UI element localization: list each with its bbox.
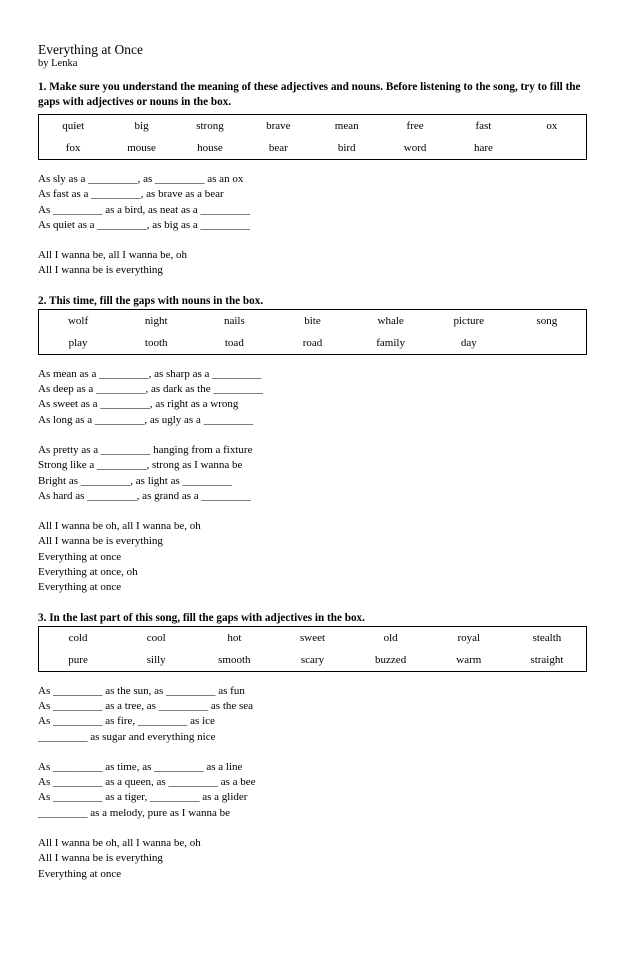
lyric-line: As _________ as the sun, as _________ as fun	[38, 684, 245, 697]
word-cell: family	[376, 336, 405, 349]
word-cell: play	[68, 336, 88, 349]
lyric-line: All I wanna be, all I wanna be, oh	[38, 249, 188, 262]
lyric-line: Everything at once, oh	[38, 566, 138, 579]
word-cell: wolf	[67, 314, 89, 327]
word-cell: stealth	[532, 631, 562, 644]
word-cell: tooth	[144, 336, 168, 349]
lyric-line: As mean as a _________, as sharp as a _________	[38, 367, 262, 380]
lyric-line: Bright as _________, as light as _________	[38, 474, 233, 487]
word-cell	[518, 137, 586, 159]
word-cell: bird	[337, 142, 356, 154]
word-cell: day	[460, 336, 477, 349]
lyric-line: As long as a _________, as ugly as a _________	[38, 413, 254, 426]
word-row	[39, 627, 586, 649]
section3-chorus	[38, 836, 600, 882]
lyric-line: As quiet as a _________, as big as a _________	[38, 218, 251, 231]
section2-instruction: 2. This time, fill the gaps with nouns in the box.	[38, 294, 264, 307]
word-cell: brave	[266, 120, 291, 132]
word-cell: quiet	[62, 120, 85, 132]
word-cell: strong	[196, 120, 224, 132]
lyric-line: All I wanna be is everything	[38, 264, 163, 277]
lyric-line: _________ as sugar and everything nice	[38, 730, 216, 743]
section1-word-box	[38, 114, 587, 160]
lyric-line: Everything at once	[38, 550, 122, 563]
word-cell: toad	[224, 336, 244, 349]
lyric-line: As sly as a _________, as _________ as an ox	[38, 173, 244, 185]
word-cell: free	[406, 120, 424, 132]
word-cell: silly	[146, 653, 166, 666]
word-cell: bear	[268, 142, 288, 154]
lyric-line: As _________ as time, as _________ as a line	[38, 760, 243, 773]
lyric-line: All I wanna be oh, all I wanna be, oh	[38, 520, 201, 533]
word-cell: sweet	[299, 631, 326, 644]
word-row	[39, 115, 586, 137]
author-line: by Lenka	[38, 58, 78, 69]
lyric-line: Everything at once	[38, 581, 122, 594]
word-cell: bite	[304, 314, 321, 327]
word-cell: big	[134, 120, 149, 132]
lyric-line: Strong like a _________, strong as I wanna be	[38, 459, 243, 472]
word-cell: cold	[68, 631, 88, 644]
section1-stanza1	[38, 172, 600, 233]
word-cell: fast	[475, 120, 492, 132]
page-title: Everything at Once	[38, 42, 143, 57]
section3-word-table	[39, 627, 586, 671]
lyric-line: All I wanna be is everything	[38, 852, 163, 865]
word-cell: royal	[457, 631, 481, 644]
section3-stanza1	[38, 684, 600, 745]
section1-chorus	[38, 248, 600, 279]
word-cell: whale	[377, 314, 404, 327]
lyric-line: As _________ as a queen, as _________ as a bee	[38, 776, 256, 789]
word-row	[39, 332, 586, 354]
lyric-line: As hard as _________, as grand as a _________	[38, 489, 251, 502]
word-cell: mean	[334, 120, 359, 132]
word-row	[39, 310, 586, 332]
word-cell: scary	[300, 653, 325, 666]
word-row	[39, 649, 586, 671]
word-cell: warm	[456, 653, 482, 666]
word-cell: cool	[146, 631, 166, 644]
word-cell: road	[302, 336, 323, 349]
word-cell: ox	[546, 120, 558, 132]
section3-word-box	[38, 626, 587, 672]
section1-instruction: 1. Make sure you understand the meaning of these adjectives and nouns. Before listening to the song, try to fill the gaps with adjectives or nouns in the box.	[38, 81, 581, 108]
word-cell: pure	[68, 653, 88, 666]
section3-stanza2	[38, 760, 600, 821]
word-cell: buzzed	[375, 653, 407, 666]
worksheet-page	[38, 42, 600, 897]
lyric-line: As _________ as fire, _________ as ice	[38, 715, 215, 728]
word-cell: song	[536, 314, 558, 327]
word-cell: smooth	[218, 653, 251, 666]
word-cell: house	[197, 142, 223, 154]
word-cell: nails	[223, 314, 245, 327]
lyric-line: As _________ as a tiger, _________ as a glider	[38, 791, 248, 804]
lyric-line: As fast as a _________, as brave as a bear	[38, 188, 224, 201]
section2-stanza1	[38, 367, 600, 428]
section2-word-table	[39, 310, 586, 354]
word-cell: old	[383, 631, 398, 644]
word-row	[39, 137, 586, 159]
word-cell	[508, 332, 586, 354]
word-cell: word	[403, 142, 427, 154]
word-cell: fox	[65, 142, 81, 154]
lyric-line: All I wanna be is everything	[38, 535, 163, 548]
lyric-line: As sweet as a _________, as right as a wrong	[38, 398, 239, 411]
lyric-line: As pretty as a _________ hanging from a fixture	[38, 443, 253, 456]
lyric-line: Everything at once	[38, 867, 122, 880]
word-cell: picture	[453, 314, 485, 327]
section3-instruction: 3. In the last part of this song, fill the gaps with adjectives in the box.	[38, 611, 365, 624]
lyric-line: _________ as a melody, pure as I wanna be	[38, 806, 231, 819]
section2-stanza2	[38, 443, 600, 504]
section2-chorus	[38, 519, 600, 595]
word-cell: hare	[473, 142, 493, 154]
lyric-line: As _________ as a bird, as neat as a _________	[38, 203, 251, 216]
section2-word-box	[38, 309, 587, 355]
section1-word-table	[39, 115, 586, 159]
word-cell: mouse	[127, 142, 156, 154]
lyric-line: As _________ as a tree, as _________ as the sea	[38, 699, 254, 712]
lyric-line: As deep as a _________, as dark as the _________	[38, 383, 263, 396]
word-cell: straight	[530, 653, 564, 666]
word-cell: hot	[227, 631, 242, 644]
word-cell: night	[144, 314, 168, 327]
lyric-line: All I wanna be oh, all I wanna be, oh	[38, 837, 201, 850]
